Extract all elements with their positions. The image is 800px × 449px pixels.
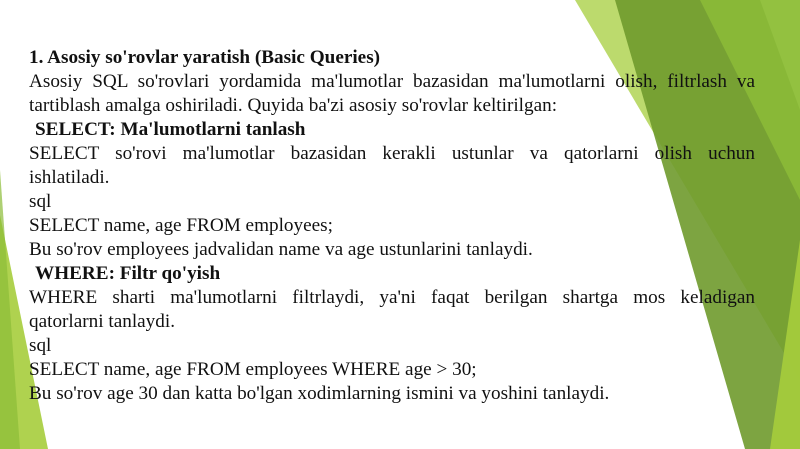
code-language-label: sql [29,335,52,356]
paragraph-line: Bu so'rov employees jadvalidan name va age ustunlarini tanlaydi. [29,239,533,260]
where-subheading: WHERE: Filtr qo'yish [35,263,221,284]
code-line: SELECT name, age FROM employees; [29,215,333,236]
paragraph-line: qatorlarni tanlaydi. [29,311,175,332]
paragraph-line: SELECT so'rovi ma'lumotlar bazasidan kerakli ustunlar va qatorlarni olish uchun [29,143,755,164]
paragraph-line: ishlatiladi. [29,167,110,188]
slide-text-body [29,46,755,406]
paragraph-line: tartiblash amalga oshiriladi. Quyida ba'zi asosiy so'rovlar keltirilgan: [29,95,558,116]
section-heading: 1. Asosiy so'rovlar yaratish (Basic Queries) [29,47,381,68]
select-subheading: SELECT: Ma'lumotlarni tanlash [35,119,306,140]
paragraph-line: WHERE sharti ma'lumotlarni filtrlaydi, ya'ni faqat berilgan shartga mos keladigan [29,287,755,308]
paragraph-line: Asosiy SQL so'rovlari yordamida ma'lumotlar bazasidan ma'lumotlarni olish, filtrlash va [29,71,755,92]
code-language-label: sql [29,191,52,212]
code-line: SELECT name, age FROM employees WHERE age > 30; [29,359,477,380]
paragraph-line: Bu so'rov age 30 dan katta bo'lgan xodimlarning ismini va yoshini tanlaydi. [29,383,610,404]
